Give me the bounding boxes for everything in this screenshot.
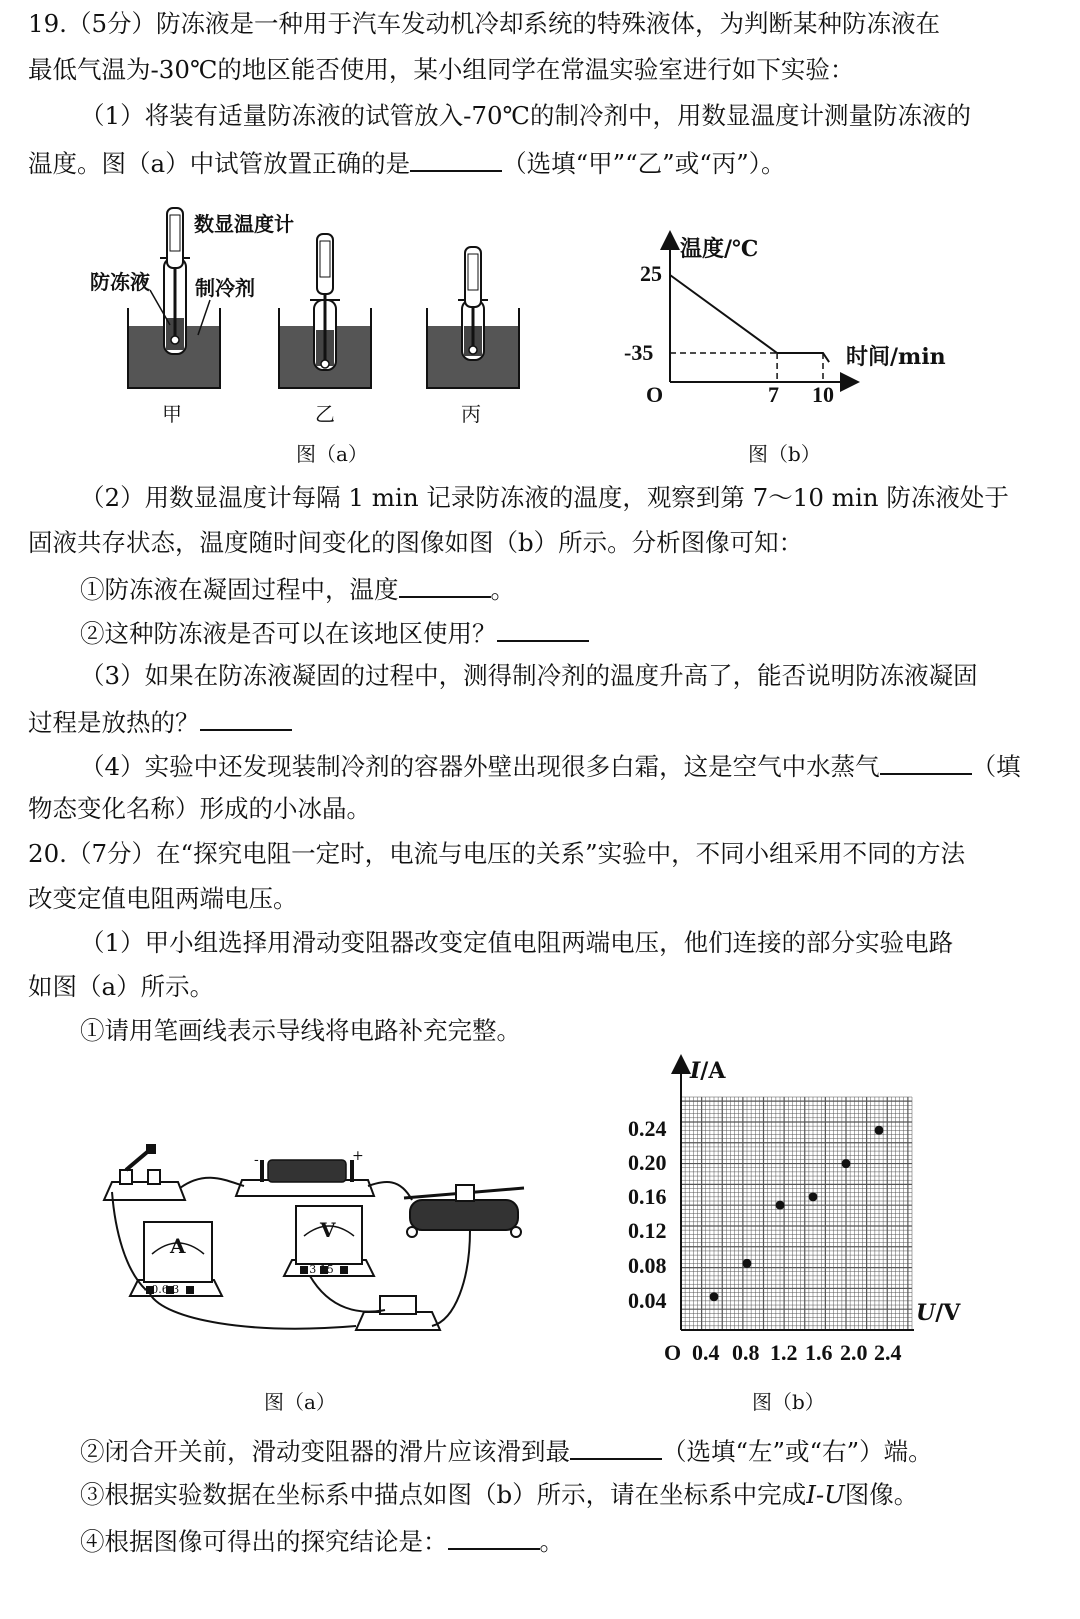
chart2-ytick: 0.20: [628, 1150, 667, 1175]
q20-head: 20.（7分）在“探究电阻一定时，电流与电压的关系”实验中，不同小组采用不同的方法: [28, 839, 966, 868]
data-point: [842, 1159, 851, 1168]
q20-s4-text: ④根据图像可得出的探究结论是：: [80, 1527, 448, 1556]
data-point: [875, 1126, 884, 1135]
chart2-ytick: 0.04: [628, 1288, 667, 1313]
chart2-xtick: 2.0: [840, 1340, 868, 1365]
q20-s4-end: 。: [539, 1527, 564, 1556]
chart1-ytick-25: 25: [640, 261, 662, 286]
q20-s3-var: I-U: [806, 1480, 845, 1509]
q20-s2-text: ②闭合开关前，滑动变阻器的滑片应该滑到最: [80, 1437, 570, 1466]
label-antifreeze: 防冻液: [90, 270, 150, 294]
ammeter-terminals: - 0.6 3: [144, 1283, 180, 1296]
chart1-origin: O: [646, 382, 664, 407]
chart2-xlabel-unit: /V: [935, 1300, 961, 1326]
q19-p4-text: （4）实验中还发现装制冷剂的容器外壁出现很多白霜，这是空气中水蒸气: [80, 752, 880, 781]
q19-p4-tail: （填: [971, 752, 1021, 781]
q19-p1-text: 温度。图（a）中试管放置正确的是: [28, 149, 411, 178]
chart2-ytick: 0.24: [628, 1116, 667, 1141]
chart2-xtick: 0.8: [732, 1340, 760, 1365]
label-thermometer: 数显温度计: [194, 212, 294, 236]
q19-s1-end: 。: [490, 575, 515, 604]
q20-s4: [80, 1528, 564, 1555]
q19-fig-b-caption: 图（b）: [748, 442, 821, 466]
q19-p3-text: 过程是放热的？: [28, 708, 200, 737]
chart1-xtick-7: 7: [768, 382, 779, 407]
ammeter-symbol: A: [170, 1234, 186, 1258]
chart2-xtick: 1.6: [805, 1340, 833, 1365]
q20-s3-end: 图像。: [844, 1480, 919, 1509]
q19-p1-option: （选填“甲”“乙”或“丙”）。: [502, 149, 786, 178]
q20-s1: ①请用笔画线表示导线将电路补充完整。: [80, 1016, 521, 1045]
chart2-xlabel-var: U: [916, 1300, 936, 1326]
q20-p1-line2: 如图（a）所示。: [28, 972, 215, 1001]
q19-p2-line1: （2）用数显温度计每隔 1 min 记录防冻液的温度，观察到第 7～10 min 防冻液处于: [80, 483, 1009, 512]
q19-s2-text: ②这种防冻液是否可以在该地区使用？: [80, 619, 497, 648]
chart1-xtick-10: 10: [812, 382, 834, 407]
q19-fig-a-caption: 图（a）: [296, 442, 368, 466]
q20-line2: 改变定值电阻两端电压。: [28, 884, 298, 913]
svg-text:-: -: [254, 1152, 259, 1168]
data-point: [710, 1292, 719, 1301]
tube-label-jia: 甲: [162, 402, 182, 426]
data-point: [743, 1259, 752, 1268]
q20-fig-b-caption: 图（b）: [752, 1390, 825, 1414]
tube-label-yi: 乙: [315, 402, 335, 426]
chart1-ytick-neg35: -35: [624, 340, 654, 365]
chart2-xlabel: [916, 1302, 960, 1324]
chart2-ytick: 0.08: [628, 1253, 667, 1278]
q20-s2: [80, 1438, 933, 1465]
chart2-origin: O: [664, 1340, 682, 1365]
chart2-ytick: 0.12: [628, 1218, 667, 1243]
q20-fig-a-caption: 图（a）: [264, 1390, 336, 1414]
chart2-ytick: 0.16: [628, 1184, 667, 1209]
q20-s2-option: （选填“左”或“右”）端。: [662, 1437, 933, 1466]
chart1-xlabel: 时间/min: [846, 344, 946, 370]
q19-p2-line2: 固液共存状态，温度随时间变化的图像如图（b）所示。分析图像可知：: [28, 528, 804, 557]
chart2-ylabel: [690, 1060, 725, 1082]
chart2-ylabel-var: I: [690, 1058, 701, 1084]
data-point: [776, 1201, 785, 1210]
chart2-xtick: 2.4: [874, 1340, 902, 1365]
answer-blank[interactable]: [570, 1438, 662, 1460]
chart2-ylabel-unit: /A: [700, 1058, 726, 1084]
q19-s1-text: ①防冻液在凝固过程中，温度: [80, 575, 399, 604]
q19-p3-line1: （3）如果在防冻液凝固的过程中，测得制冷剂的温度升高了，能否说明防冻液凝固: [80, 661, 978, 690]
q19-head: 19.（5分）防冻液是一种用于汽车发动机冷却系统的特殊液体，为判断某种防冻液在: [28, 9, 941, 38]
chart2-xtick: 1.2: [770, 1340, 798, 1365]
answer-blank[interactable]: [448, 1528, 540, 1550]
voltmeter-symbol: V: [320, 1218, 336, 1242]
q20-s3: [80, 1480, 919, 1509]
q19-p4-line2: 物态变化名称）形成的小冰晶。: [28, 794, 371, 823]
svg-text:+: +: [352, 1148, 364, 1164]
q19-line2: 最低气温为-30℃的地区能否使用，某小组同学在常温实验室进行如下实验：: [28, 55, 855, 84]
data-point: [809, 1192, 818, 1201]
tube-label-bing: 丙: [461, 402, 481, 426]
q20-p1-line1: （1）甲小组选择用滑动变阻器改变定值电阻两端电压，他们连接的部分实验电路: [80, 928, 954, 957]
label-coolant: 制冷剂: [195, 276, 255, 300]
q20-s3-text: ③根据实验数据在坐标系中描点如图（b）所示，请在坐标系中完成: [80, 1480, 807, 1509]
voltmeter-terminals: - 3 15: [302, 1263, 334, 1276]
chart1-ylabel: 温度/℃: [680, 236, 759, 262]
q19-p1-line1: （1）将装有适量防冻液的试管放入-70℃的制冷剂中，用数显温度计测量防冻液的: [80, 101, 971, 130]
chart2-xtick: 0.4: [692, 1340, 720, 1365]
